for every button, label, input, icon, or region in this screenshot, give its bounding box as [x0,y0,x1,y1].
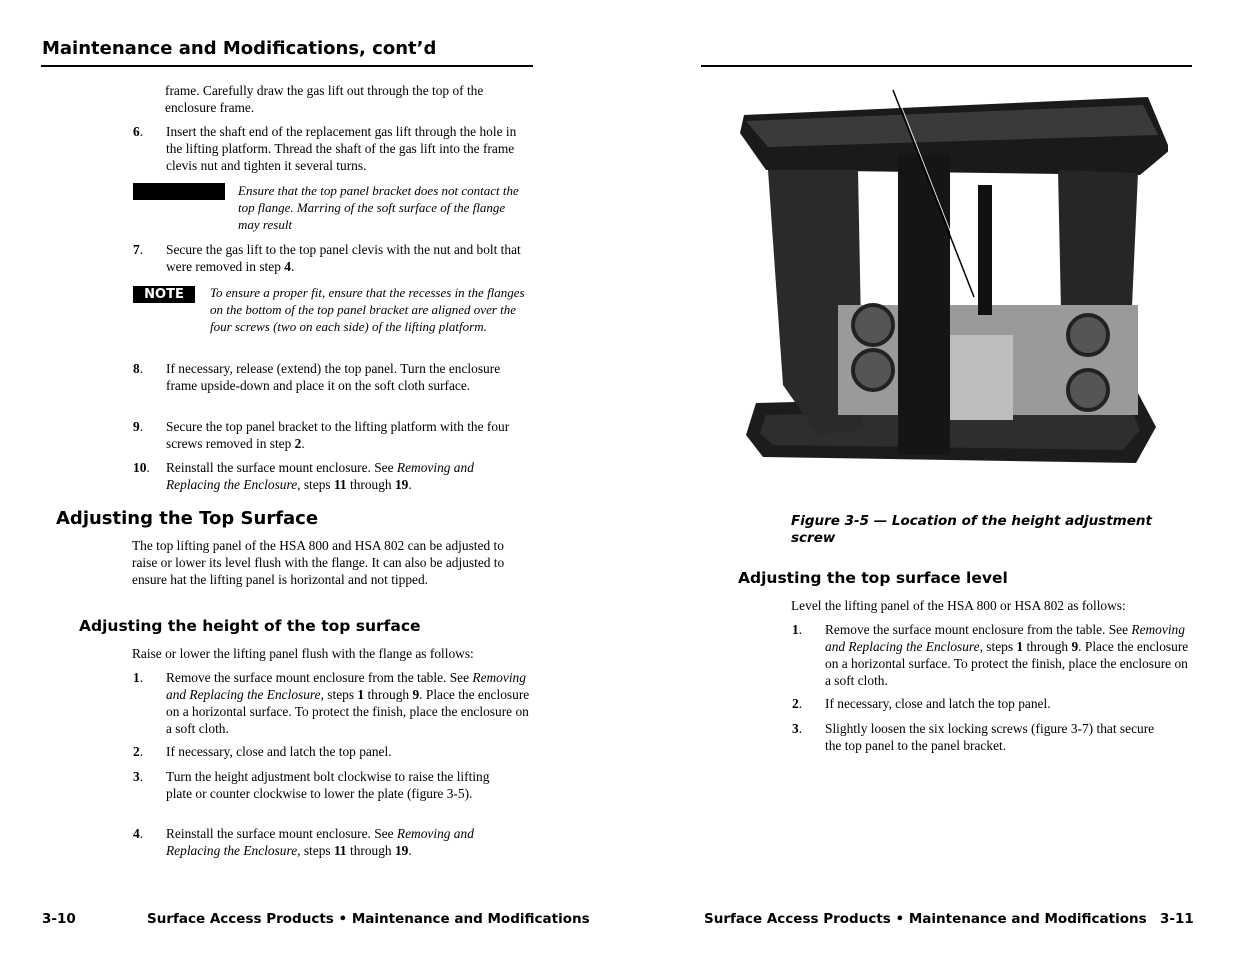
caution-text: Ensure that the top panel bracket does not contact the top flange. Marring of the soft surface of the flange may result [238,183,519,232]
step-number: 9. [133,419,144,434]
photo-roller [1068,315,1108,355]
section-title: Adjusting the Top Surface [56,508,319,529]
photo-center-bracket [898,155,950,455]
step-number: 1. [133,670,144,685]
step-text: If necessary, close and latch the top panel. [166,744,392,759]
step-number: 4. [133,826,144,841]
photo-gas-lift-shaft [978,185,992,315]
step-text: If necessary, close and latch the top panel. [825,696,1051,711]
step-9 [133,418,531,452]
step-text: Slightly loosen the six locking screws (figure 3-7) that secure the top panel to the panel bracket. [825,721,1155,753]
step-number: 2. [792,696,803,711]
section-body: The top lifting panel of the HSA 800 and HSA 802 can be adjusted to raise or lower its level flush with the flange. It can also be adjusted to ensure hat the lifting panel is horizontal and not tipped. [132,538,505,587]
step-7 [133,241,531,275]
step-number: 1. [792,622,803,637]
step-number: 6. [133,124,144,139]
level-step-1 [792,621,1190,689]
footer-page-number-right: 3-11 [1160,911,1194,927]
level-step-3 [792,720,1167,754]
height-step-1 [133,669,531,737]
step-number: 8. [133,361,144,376]
photo-roller [1068,370,1108,410]
level-intro: Level the lifting panel of the HSA 800 or HSA 802 as follows: [791,598,1126,613]
height-step-4 [133,825,531,859]
step-number: 2. [133,744,144,759]
header-rule-left [41,65,533,67]
step-number: 3. [792,721,803,736]
subsection-intro: Raise or lower the lifting panel flush with the flange as follows: [132,646,474,661]
footer-page-number-left: 3-10 [42,911,76,927]
enclosure-photo [738,85,1168,480]
intro-continuation: frame. Carefully draw the gas lift out through the top of the enclosure frame. [165,83,484,115]
step-text: Turn the height adjustment bolt clockwise to raise the lifting plate or counter clockwise to lower the plate (figure 3-5). [166,769,490,801]
level-step-2 [792,695,1190,712]
note-text: To ensure a proper fit, ensure that the recesses in the flanges on the bottom of the top panel bracket are aligned over the four screws (two on each side) of the lifting platform. [210,285,525,334]
subsection-title-height: Adjusting the height of the top surface [79,617,421,635]
header-rule-right [701,65,1192,67]
height-step-2 [133,743,531,760]
photo-roller [853,350,893,390]
step-text: Secure the gas lift to the top panel clevis with the nut and bolt that were removed in step 4. [166,242,521,274]
step-number: 3. [133,769,144,784]
footer-title-left: Surface Access Products • Maintenance and Modifications [147,911,590,927]
step-text: Insert the shaft end of the replacement gas lift through the hole in the lifting platform. Thread the shaft of the gas lift into the frame clevis nut and tighten it several turns. [166,124,517,173]
subsection-title-level: Adjusting the top surface level [738,569,1008,587]
caution-label-bar [133,183,225,200]
height-step-3 [133,768,513,802]
step-text: If necessary, release (extend) the top panel. Turn the enclosure frame upside-down and place it on the soft cloth surface. [166,361,501,393]
step-text: Reinstall the surface mount enclosure. See Removing and Replacing the Enclosure, steps 11 through 19. [166,826,474,858]
step-6 [133,123,531,174]
photo-roller [853,305,893,345]
note-badge: NOTE [133,286,195,303]
step-text: Secure the top panel bracket to the lifting platform with the four screws removed in step 2. [166,419,510,451]
step-text: Reinstall the surface mount enclosure. See Removing and Replacing the Enclosure, steps 11 through 19. [166,460,474,492]
running-head: Maintenance and Modifications, cont’d [42,38,437,59]
step-text: Remove the surface mount enclosure from the table. See Removing and Replacing the Enclosure, steps 1 through 9. Place the enclosure on a horizontal surface. To protect the finish, place the enclosure on a soft cloth. [166,670,530,736]
footer-title-right: Surface Access Products • Maintenance and Modifications [704,911,1147,927]
step-number: 10. [133,460,150,475]
step-number: 7. [133,242,144,257]
figure-caption: Figure 3-5 — Location of the height adjustment screw [791,513,1152,546]
step-text: Remove the surface mount enclosure from the table. See Removing and Replacing the Enclosure, steps 1 through 9. Place the enclosure on a horizontal surface. To protect the finish, place the enclosure on a soft cloth. [825,622,1189,688]
step-10 [133,459,531,493]
step-8 [133,360,533,394]
